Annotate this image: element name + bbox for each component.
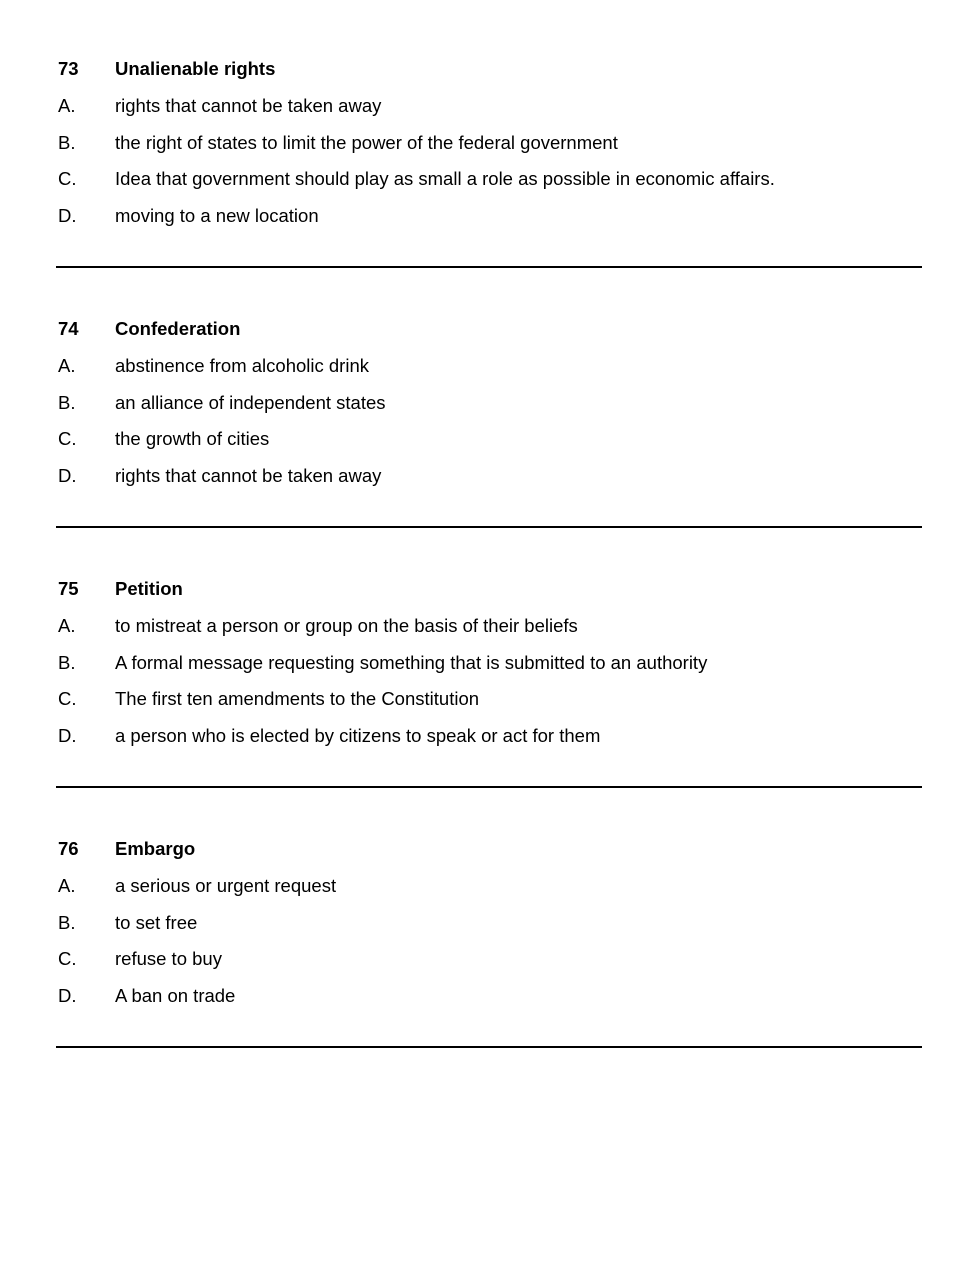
option-text: to mistreat a person or group on the basis of their beliefs (115, 615, 578, 636)
option-letter: C. (58, 948, 77, 969)
option-letter: B. (58, 132, 76, 153)
option-letter: C. (58, 688, 77, 709)
option-text: The first ten amendments to the Constitution (115, 688, 480, 709)
option-text: an alliance of independent states (115, 392, 386, 413)
option-text: to set free (115, 912, 198, 933)
question-term: Embargo (115, 838, 196, 859)
question-number: 75 (58, 578, 79, 599)
option-letter: B. (58, 912, 76, 933)
option-text: moving to a new location (115, 205, 319, 226)
question-term: Petition (115, 578, 183, 599)
option-letter: C. (58, 168, 77, 189)
option-text: rights that cannot be taken away (115, 95, 382, 116)
question-term: Confederation (115, 318, 241, 339)
option-text: the right of states to limit the power of the federal government (115, 132, 618, 153)
option-text: A formal message requesting something that is submitted to an authority (115, 652, 708, 673)
question-73 (56, 57, 922, 317)
option-letter: B. (58, 652, 76, 673)
option-letter: A. (58, 355, 76, 376)
option-text: A ban on trade (115, 985, 236, 1006)
option-letter: D. (58, 205, 77, 226)
option-letter: A. (58, 95, 76, 116)
question-number: 74 (58, 318, 79, 339)
option-letter: D. (58, 985, 77, 1006)
question-75 (56, 577, 922, 837)
section-divider (56, 1046, 922, 1048)
question-76 (56, 837, 922, 1097)
option-text: Idea that government should play as small a role as possible in economic affairs. (115, 168, 775, 189)
option-text: rights that cannot be taken away (115, 465, 382, 486)
option-text: the growth of cities (115, 428, 270, 449)
option-letter: A. (58, 875, 76, 896)
option-letter: B. (58, 392, 76, 413)
option-letter: C. (58, 428, 77, 449)
option-letter: A. (58, 615, 76, 636)
option-text: refuse to buy (115, 948, 222, 969)
option-text: a serious or urgent request (115, 875, 337, 896)
option-text: abstinence from alcoholic drink (115, 355, 369, 376)
section-divider (56, 266, 922, 268)
question-number: 76 (58, 838, 79, 859)
section-divider (56, 526, 922, 528)
option-text: a person who is elected by citizens to speak or act for them (115, 725, 601, 746)
question-number: 73 (58, 58, 79, 79)
question-74 (56, 317, 922, 577)
section-divider (56, 786, 922, 788)
option-letter: D. (58, 465, 77, 486)
option-letter: D. (58, 725, 77, 746)
question-term: Unalienable rights (115, 58, 276, 79)
